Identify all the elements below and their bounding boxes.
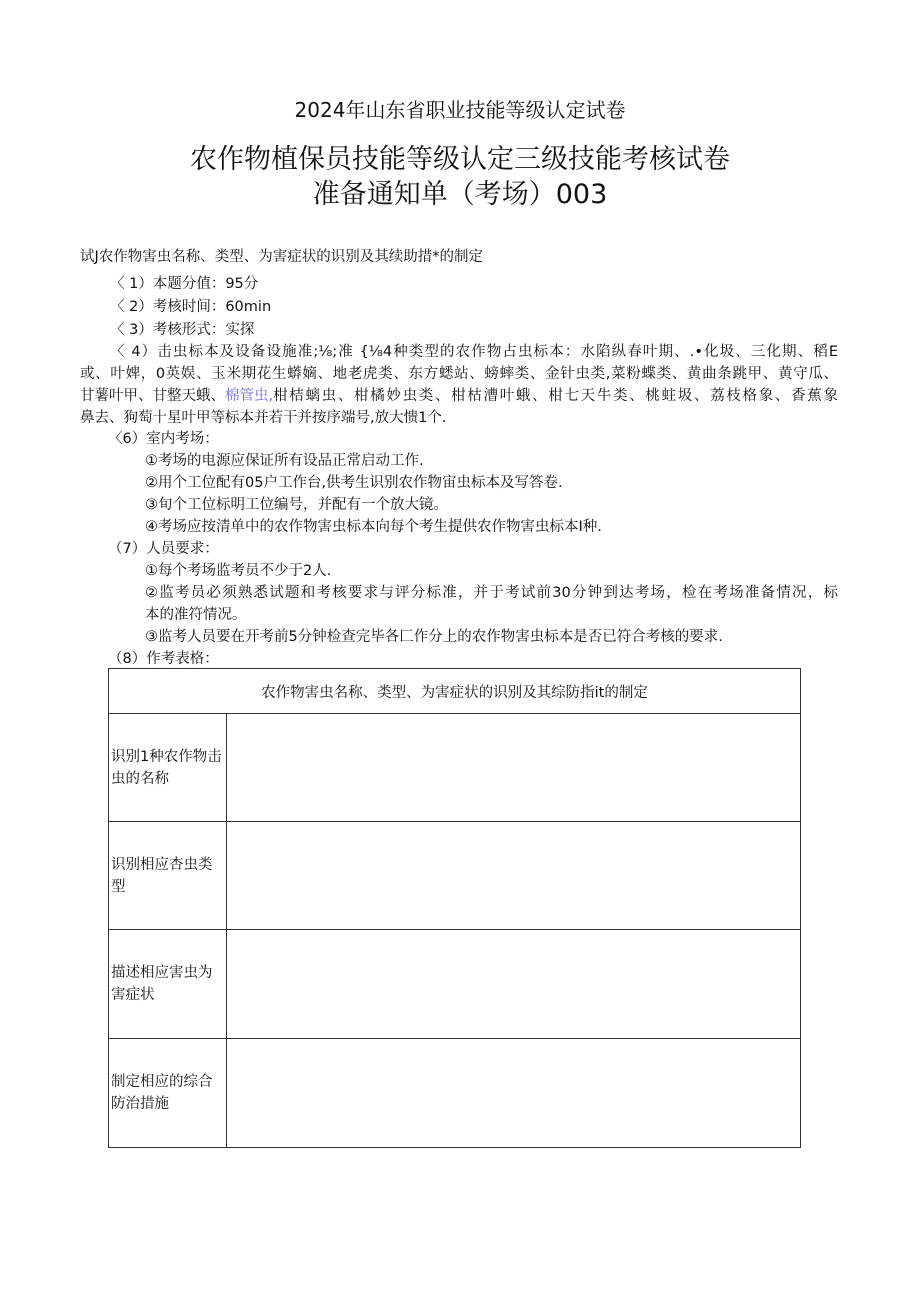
exam-title: 农作物植保员技能等级认定三级技能考核试卷 <box>190 144 730 175</box>
item-specimens-line3 <box>80 386 838 406</box>
notice-title: 准备通知单（考场）003 <box>312 179 608 210</box>
item-time: 〈 2）考核时间：60min <box>110 299 272 315</box>
indoor-item: ①考场的电源应保证所有设品正常启动工作. <box>145 453 424 469</box>
item-specimens-line4: 鼻去、狗萄十星叶甲等标本并若干并按序端号,放大愦1个. <box>80 410 447 426</box>
table-row <box>109 1039 801 1148</box>
item-specimens-line2: 或、叶婢，0英娱、玉米期花生蟒嫡、地老虎类、东方蟋站、螃蟀类、金针虫类,菜粉蝶类、黄曲条跳甲、黄守瓜、 <box>80 366 838 382</box>
exam-year-title: 2024年山东省职业技能等级认定试卷 <box>294 98 626 122</box>
question-title: 试J农作物害虫名称、类型、为害症状的识别及其续助措*的制定 <box>80 249 484 265</box>
table-header: 农作物害虫名称、类型、为害症状的识别及其综防指it的制定 <box>109 669 801 714</box>
personnel-item: ②监考员必须熟悉试题和考核要求与评分标准，并于考试前30分钟到达考场，检在考场准备情况，标 <box>145 585 838 601</box>
item-form: 〈 3）考核形式：实探 <box>110 322 255 338</box>
item-specimens-line1: 〈 4）击虫标本及设备设施准;⅛;准 {⅛4种类型的农作物占虫标本：水陷纵春叶期、.•化圾、三化期、稻E <box>110 344 838 360</box>
specimen-link: 棉管虫, <box>225 388 274 404</box>
table-row <box>109 714 801 822</box>
table-row <box>109 930 801 1039</box>
specimen-text: 甘薯叶甲、甘整天蛾、 <box>80 388 225 404</box>
section-form: （8）作考表格： <box>108 651 219 667</box>
personnel-item-cont: 本的准符情况。 <box>145 607 247 623</box>
answer-cell[interactable] <box>227 1039 801 1148</box>
row-label: 制定相应的综合防治措施 <box>109 1039 227 1148</box>
specimen-text: 柑桔螭虫、柑橘妙虫类、柑枯漕叶蛾、柑七天牛类、桃蛀圾、荔枝格象、香蕉象 <box>273 388 838 404</box>
indoor-item: ②用个工位配有05户工作台,供考生识别农作物宙虫标本及写答卷. <box>145 475 563 491</box>
section-indoor: 〈6）室内考场： <box>108 431 219 447</box>
table-row <box>109 822 801 930</box>
personnel-item: ①每个考场监考员不少于2人. <box>145 563 332 579</box>
indoor-item: ③旬个工位标明工位编号，并配有一个放大镜。 <box>145 497 448 513</box>
row-label: 识别1种农作物击虫的名称 <box>109 714 227 822</box>
answer-table <box>108 668 801 1148</box>
personnel-item: ③监考人员要在开考前5分钟检查完毕各匚作分上的农作物害虫标本是否已符合考核的要求. <box>145 629 723 645</box>
item-score: 〈 1）本题分值：95分 <box>110 276 259 292</box>
row-label: 描述相应害虫为害症状 <box>109 930 227 1039</box>
section-personnel: （7）人员要求： <box>108 541 219 557</box>
row-label: 识别相应杏虫类型 <box>109 822 227 930</box>
answer-cell[interactable] <box>227 714 801 822</box>
answer-cell[interactable] <box>227 930 801 1039</box>
answer-cell[interactable] <box>227 822 801 930</box>
indoor-item: ④考场应按清单中的农作物害虫标本向每个考生提供农作物害虫标本I种. <box>145 519 602 535</box>
